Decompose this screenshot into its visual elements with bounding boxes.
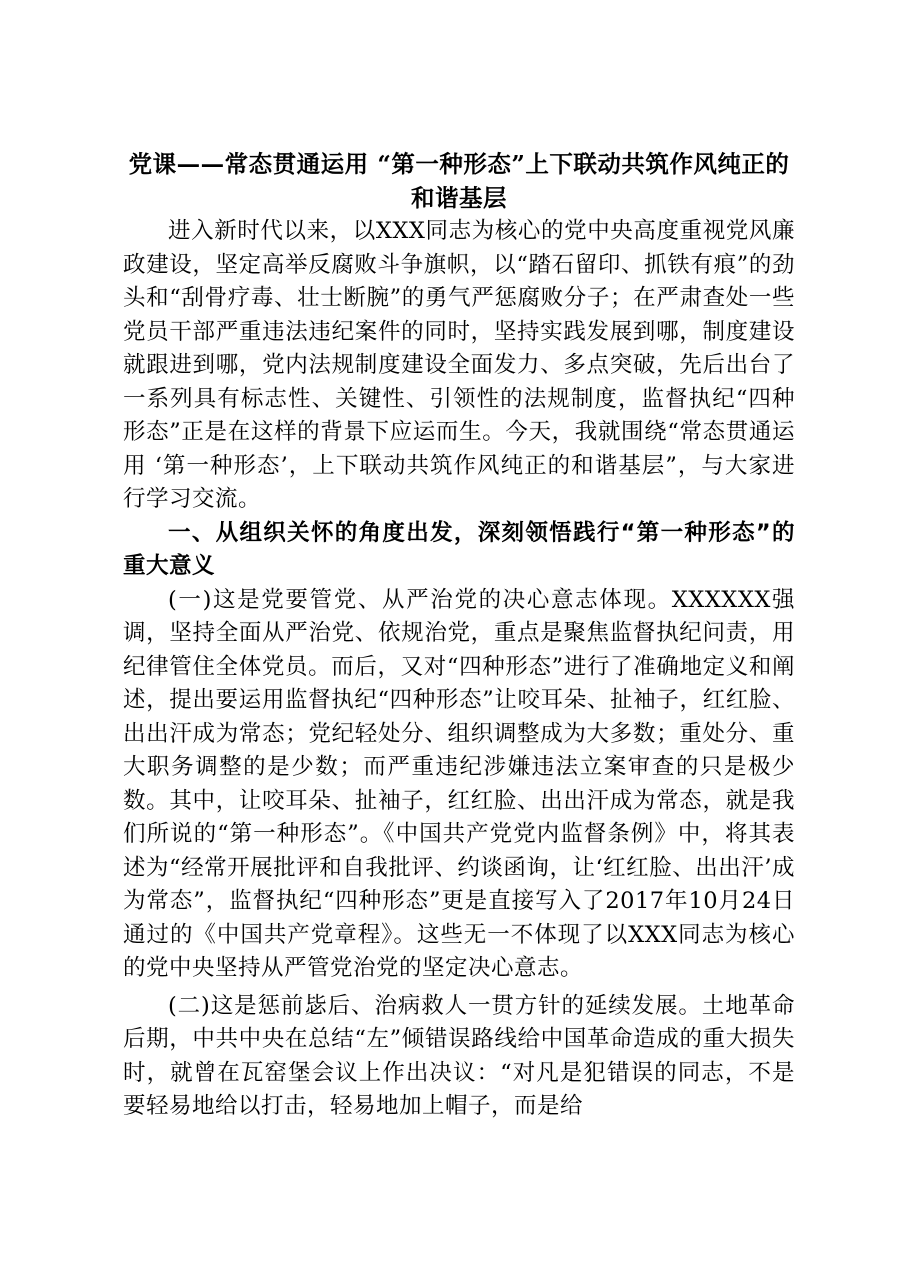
subsection-1-body: XXXXXX强调，坚持全面从严治党、依规治党，重点是聚焦监督执纪问责，用纪律管住全体党员。而后，又对“四种形态”进行了准确地定义和阐述，提出要运用监督执纪“四种形态”让咬耳朵、扯袖子，红红脸、出出汗成为常态；党纪轻处分、组织调整成为大多数；重处分、重大职务调整的是少数；而严重违纪涉嫌违法立案审查的只是极少数。其中，让咬耳朵、扯袖子，红红脸、出出汗成为常态，就是我们所说的“第一种形态”。《中国共产党党内监督条例》中，将其表述为“经常开展批评和自我批评、约谈函询，让‘红红脸、出出汗’成为常态”，监督执纪“四种形态”更是直接写入了2017年10月24日通过的《中国共产党章程》。这些无一不体现了以XXX同志为核心的党中央坚持从严管党治党的坚定决心意志。 [123,586,796,981]
document-page [123,148,795,1124]
subsection-2-lead: (二)这是惩前毖后、治病救人一贯方针的延续发展。 [168,992,702,1019]
intro-paragraph: 进入新时代以来，以XXX同志为核心的党中央高度重视党风廉政建设，坚定高举反腐败斗争旗帜，以“踏石留印、抓铁有痕”的劲头和“刮骨疗毒、壮士断腕”的勇气严惩腐败分子；在严肃查处一些党员干部严重违法违纪案件的同时，坚持实践发展到哪，制度建设就跟进到哪，党内法规制度建设全面发力、多点突破，先后出台了一系列具有标志性、关键性、引领性的法规制度，监督执纪“四种形态”正是在这样的背景下应运而生。今天，我就围绕“常态贯通运用 ‘第一种形态’，上下联动共筑作风纯正的和谐基层”，与大家进行学习交流。 [123,218,795,512]
document-title: 党课——常态贯通运用 “第一种形态”上下联动共筑作风纯正的和谐基层 [128,150,790,212]
subsection-1-paragraph [123,584,795,986]
subsection-2-paragraph [123,990,795,1124]
subsection-1-lead: (一)这是党要管党、从严治党的决心意志体现。 [168,586,672,613]
subsection-2-body: 土地革命后期，中共中央在总结“左”倾错误路线给中国革命造成的重大损失时，就曾在瓦窑堡会议上作出决议：“对凡是犯错误的同志，不是要轻易地给以打击，轻易地加上帽子，而是给 [123,992,795,1119]
section-heading-1: 一、从组织关怀的角度出发，深刻领悟践行“第一种形态”的重大意义 [123,519,795,579]
